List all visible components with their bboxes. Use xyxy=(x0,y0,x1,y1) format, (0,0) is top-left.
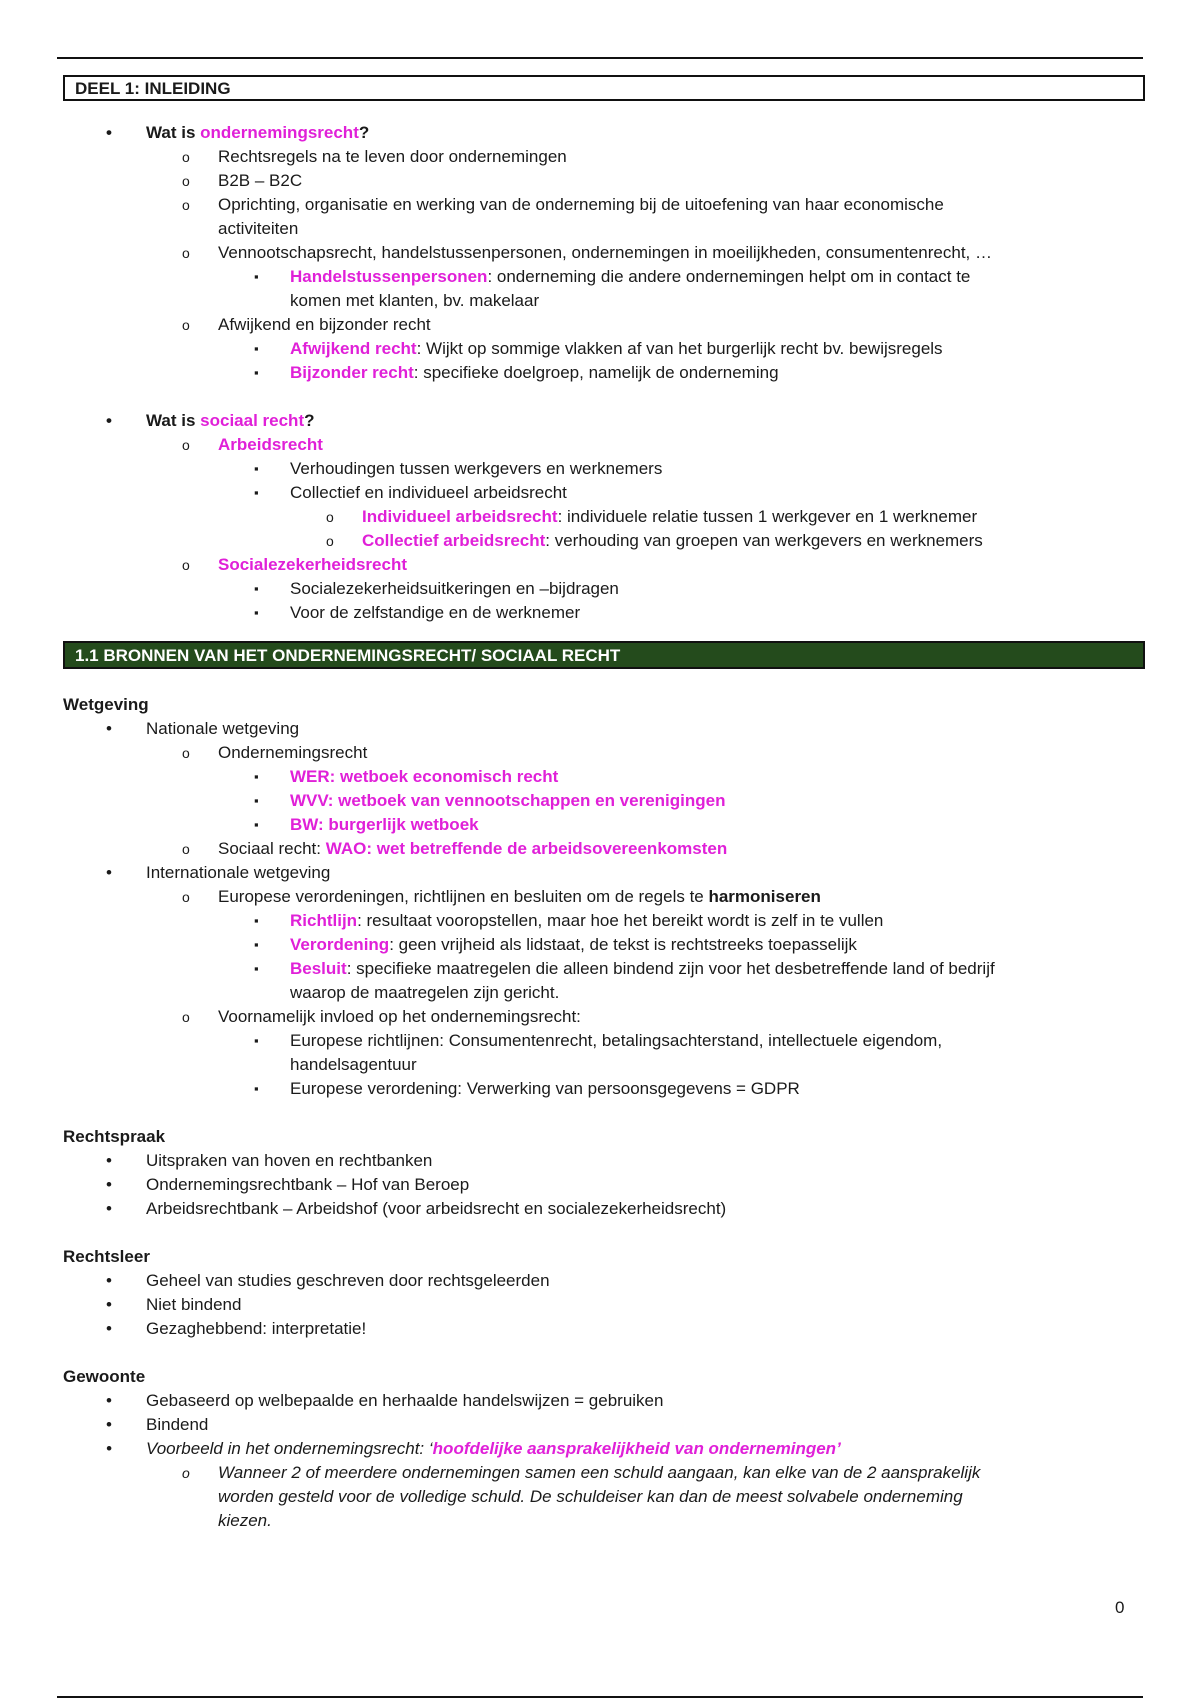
list-item: o Wanneer 2 of meerdere ondernemingen samen een schuld aangaan, kan elke van de 2 aansprakelijk worden gesteld voor de volledige schuld. De schuldeiser kan dan de meest solvabele onderneming kiezen. xyxy=(63,1461,1145,1533)
term-sociaal-recht: sociaal recht xyxy=(200,411,305,430)
list-item: • Arbeidsrechtbank – Arbeidshof (voor arbeidsrecht en socialezekerheidsrecht) xyxy=(63,1197,1145,1221)
list-item: ▪ Verordening: geen vrijheid als lidstaat, de tekst is rechtstreeks toepasselijk xyxy=(63,933,1145,957)
list-item: • Voorbeeld in het ondernemingsrecht: ‘hoofdelijke aansprakelijkheid van ondernemingen’ xyxy=(63,1437,1145,1461)
page-number: 0 xyxy=(1115,1598,1125,1617)
section-title-wetgeving: Wetgeving xyxy=(63,695,149,714)
term-socialezekerheidsrecht: Socialezekerheidsrecht xyxy=(218,555,407,574)
list-item: o Rechtsregels na te leven door ondernemingen xyxy=(63,145,1145,169)
list-item: • Internationale wetgeving xyxy=(63,861,1145,885)
list-item xyxy=(63,553,1145,577)
list-item: ▪ Socialezekerheidsuitkeringen en –bijdragen xyxy=(63,577,1145,601)
list-item: ▪ Collectief en individueel arbeidsrecht xyxy=(63,481,1145,505)
term-verordening: Verordening xyxy=(290,935,390,954)
question-sociaal-recht: • Wat is sociaal recht? xyxy=(63,409,1145,433)
term-hoofdelijke-aansprakelijkheid: hoofdelijke aansprakelijkheid van ondernemingen xyxy=(432,1439,837,1458)
list-item: o Ondernemingsrecht xyxy=(63,741,1145,765)
list-item: o Afwijkend en bijzonder recht xyxy=(63,313,1145,337)
list-item: ▪ Besluit: specifieke maatregelen die alleen bindend zijn voor het desbetreffende land of bedrijf waarop de maatregelen zijn gericht. xyxy=(63,957,1145,1005)
list-item: ▪ Bijzonder recht: specifieke doelgroep, namelijk de onderneming xyxy=(63,361,1145,385)
list-item xyxy=(63,433,1145,457)
list-item: ▪ Voor de zelfstandige en de werknemer xyxy=(63,601,1145,625)
list-item: ▪ Richtlijn: resultaat vooropstellen, maar hoe het bereikt wordt is zelf in te vullen xyxy=(63,909,1145,933)
list-item: ▪ Handelstussenpersonen: onderneming die andere ondernemingen helpt om in contact te komen met klanten, bv. makelaar xyxy=(63,265,1145,313)
list-item: ▪ Europese richtlijnen: Consumentenrecht, betalingsachterstand, intellectuele eigendom, handelsagentuur xyxy=(63,1029,1145,1077)
heading-bronnen: 1.1 BRONNEN VAN HET ONDERNEMINGSRECHT/ SOCIAAL RECHT xyxy=(63,641,1145,669)
list-item: • Ondernemingsrechtbank – Hof van Beroep xyxy=(63,1173,1145,1197)
term-ondernemingsrecht: ondernemingsrecht xyxy=(200,123,359,142)
list-item: ▪ Verhoudingen tussen werkgevers en werknemers xyxy=(63,457,1145,481)
list-item: ▪ BW: burgerlijk wetboek xyxy=(63,813,1145,837)
term-handelstussenpersonen: Handelstussenpersonen xyxy=(290,267,488,286)
list-item: o Vennootschapsrecht, handelstussenpersonen, ondernemingen in moeilijkheden, consumentenrecht, … xyxy=(63,241,1145,265)
list-item: ▪ WER: wetboek economisch recht xyxy=(63,765,1145,789)
term-collectief-arbeidsrecht: Collectief arbeidsrecht xyxy=(362,531,546,550)
section-title-rechtspraak: Rechtspraak xyxy=(63,1127,166,1146)
section-title-rechtsleer: Rechtsleer xyxy=(63,1247,150,1266)
section-title-gewoonte: Gewoonte xyxy=(63,1367,146,1386)
bottom-rule xyxy=(57,1696,1143,1698)
list-item: o Voornamelijk invloed op het ondernemingsrecht: xyxy=(63,1005,1145,1029)
list-item: • Gezaghebbend: interpretatie! xyxy=(63,1317,1145,1341)
list-item: ▪ WVV: wetboek van vennootschappen en verenigingen xyxy=(63,789,1145,813)
list-item: • Uitspraken van hoven en rechtbanken xyxy=(63,1149,1145,1173)
top-rule xyxy=(57,57,1143,59)
list-item: ▪ Europese verordening: Verwerking van persoonsgegevens = GDPR xyxy=(63,1077,1145,1101)
list-item: • Bindend xyxy=(63,1413,1145,1437)
list-item: o Europese verordeningen, richtlijnen en besluiten om de regels te harmoniseren xyxy=(63,885,1145,909)
list-item: o Sociaal recht: WAO: wet betreffende de arbeidsovereenkomsten xyxy=(63,837,1145,861)
list-item: • Nationale wetgeving xyxy=(63,717,1145,741)
list-item: o Oprichting, organisatie en werking van de onderneming bij de uitoefening van haar economische activiteiten xyxy=(63,193,1145,241)
list-item: o Individueel arbeidsrecht: individuele relatie tussen 1 werkgever en 1 werknemer xyxy=(63,505,1145,529)
heading-deel1: DEEL 1: INLEIDING xyxy=(63,75,1145,101)
term-individueel-arbeidsrecht: Individueel arbeidsrecht xyxy=(362,507,558,526)
question-ondernemingsrecht: • Wat is ondernemingsrecht? xyxy=(63,121,1145,145)
list-item: • Gebaseerd op welbepaalde en herhaalde handelswijzen = gebruiken xyxy=(63,1389,1145,1413)
list-item: • Niet bindend xyxy=(63,1293,1145,1317)
document-body xyxy=(63,75,1145,1533)
term-afwijkend-recht: Afwijkend recht xyxy=(290,339,417,358)
list-item: o B2B – B2C xyxy=(63,169,1145,193)
term-arbeidsrecht: Arbeidsrecht xyxy=(218,435,323,454)
list-item: • Geheel van studies geschreven door rechtsgeleerden xyxy=(63,1269,1145,1293)
term-bijzonder-recht: Bijzonder recht xyxy=(290,363,414,382)
term-richtlijn: Richtlijn xyxy=(290,911,358,930)
list-item: o Collectief arbeidsrecht: verhouding van groepen van werkgevers en werknemers xyxy=(63,529,1145,553)
term-besluit: Besluit xyxy=(290,959,347,978)
list-item: ▪ Afwijkend recht: Wijkt op sommige vlakken af van het burgerlijk recht bv. bewijsregels xyxy=(63,337,1145,361)
